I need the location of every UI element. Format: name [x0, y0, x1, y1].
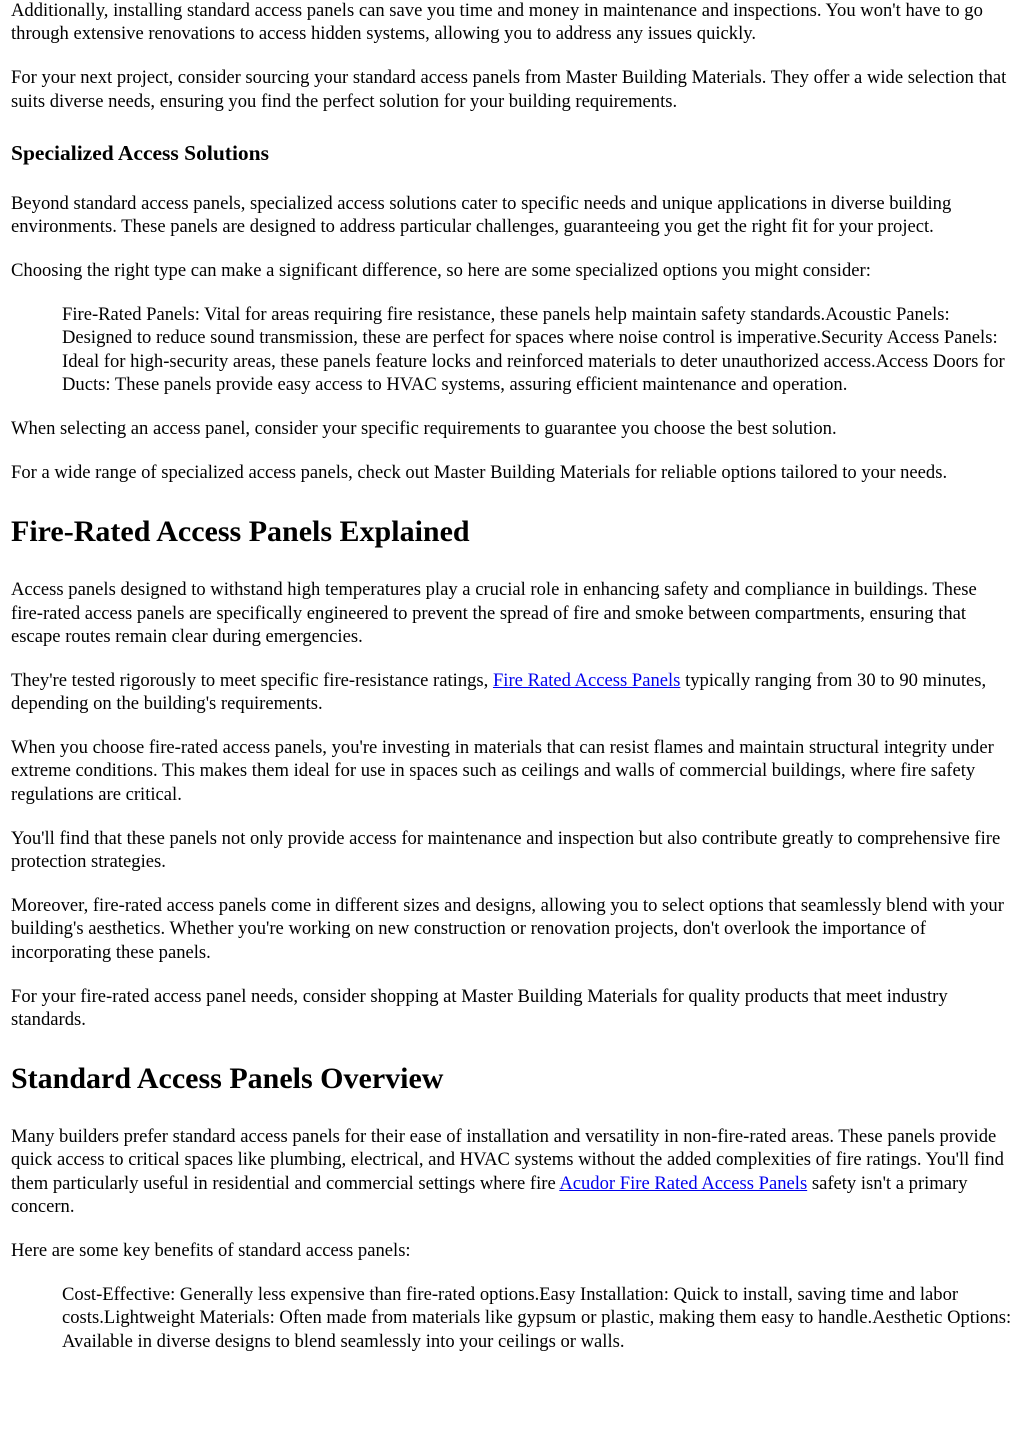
- list-item: Aesthetic Options: Available in diverse designs to blend seamlessly into your ceilings or walls.: [62, 1307, 1012, 1352]
- section-heading-fire-rated: Fire-Rated Access Panels Explained: [11, 515, 470, 549]
- list-item: Easy Installation: Quick to install, saving time and labor costs.: [62, 1284, 959, 1329]
- paragraph: You'll find that these panels not only provide access for maintenance and inspection but also contribute greatly to comprehensive fire protection strategies.: [11, 827, 1001, 873]
- paragraph: Moreover, fire-rated access panels come in different sizes and designs, allowing you to select options that seamlessly blend with your building's aesthetics. Whether you're working on new construction or renovation projects, don't overlook the importance of incorporating these panels.: [11, 895, 1004, 963]
- list-item: Security Access Panels: Ideal for high-security areas, these panels feature locks and reinforced materials to deter unauthorized access.: [62, 327, 998, 372]
- fire-rated-access-panels-link[interactable]: Fire Rated Access Panels: [492, 669, 681, 691]
- paragraph: Access panels designed to withstand high temperatures play a crucial role in enhancing safety and compliance in buildings. These fire-rated access panels are specifically engineered to prevent the spread of fire and smoke between compartments, ensuring that escape routes remain clear during emergencies.: [11, 579, 977, 647]
- paragraph: Choosing the right type can make a significant difference, so here are some specialized options you might consider:: [11, 260, 871, 282]
- specialized-options-list: [62, 303, 1013, 396]
- paragraph: When you choose fire-rated access panels, you're investing in materials that can resist flames and maintain structural integrity under extreme conditions. This makes them ideal for use in spaces such as ceilings and walls of commercial buildings, where fire safety regulations are critical.: [11, 737, 994, 805]
- list-item: Cost-Effective: Generally less expensive than fire-rated options.: [62, 1284, 540, 1306]
- paragraph: When selecting an access panel, consider your specific requirements to guarantee you choose the best solution.: [11, 418, 837, 440]
- text: safety isn't a primary concern.: [11, 1172, 968, 1218]
- section-heading-standard: Standard Access Panels Overview: [11, 1062, 444, 1096]
- benefits-list: [62, 1283, 1013, 1353]
- paragraph: [11, 669, 1013, 716]
- text: Many builders prefer standard access panels for their ease of installation and versatility in non-fire-rated areas. These panels provide quick access to critical spaces like plumbing, electrical, and HVAC systems without the added complexities of fire ratings. You'll find them particularly useful in residential and commercial settings where fire: [11, 1126, 1004, 1194]
- section-heading-specialized: Specialized Access Solutions: [11, 140, 270, 165]
- paragraph: Additionally, installing standard access panels can save you time and money in maintenance and inspections. You won't have to go through extensive renovations to access hidden systems, allowing you to address any issues quickly.: [11, 0, 983, 45]
- paragraph: For a wide range of specialized access panels, check out Master Building Materials for reliable options tailored to your needs.: [11, 462, 948, 483]
- text: typically ranging from 30 to 90 minutes, depending on the building's requirements.: [11, 669, 987, 715]
- paragraph: Beyond standard access panels, specialized access solutions cater to specific needs and unique applications in diverse building environments. These panels are designed to address particular challenges, guaranteeing you get the right fit for your project.: [11, 192, 952, 238]
- list-item: Fire-Rated Panels: Vital for areas requiring fire resistance, these panels help maintain safety standards.: [62, 304, 826, 326]
- paragraph: For your fire-rated access panel needs, consider shopping at Master Building Materials for quality products that meet industry standards.: [11, 985, 948, 1030]
- list-item: Acoustic Panels: Designed to reduce sound transmission, these are perfect for spaces where noise control is imperative.: [62, 304, 950, 349]
- list-item: Lightweight Materials: Often made from materials like gypsum or plastic, making them easy to handle.: [103, 1307, 873, 1329]
- paragraph: For your next project, consider sourcing your standard access panels from Master Building Materials. They offer a wide selection that suits diverse needs, ensuring you find the perfect solution for your building requirements.: [11, 67, 1007, 112]
- list-item: Access Doors for Ducts: These panels provide easy access to HVAC systems, assuring efficient maintenance and operation.: [62, 350, 1005, 396]
- paragraph: Here are some key benefits of standard access panels:: [11, 1240, 411, 1262]
- paragraph: [11, 1125, 1013, 1218]
- text: They're tested rigorously to meet specific fire-resistance ratings,: [11, 669, 493, 691]
- acudor-fire-rated-access-panels-link[interactable]: Acudor Fire Rated Access Panels: [559, 1172, 808, 1194]
